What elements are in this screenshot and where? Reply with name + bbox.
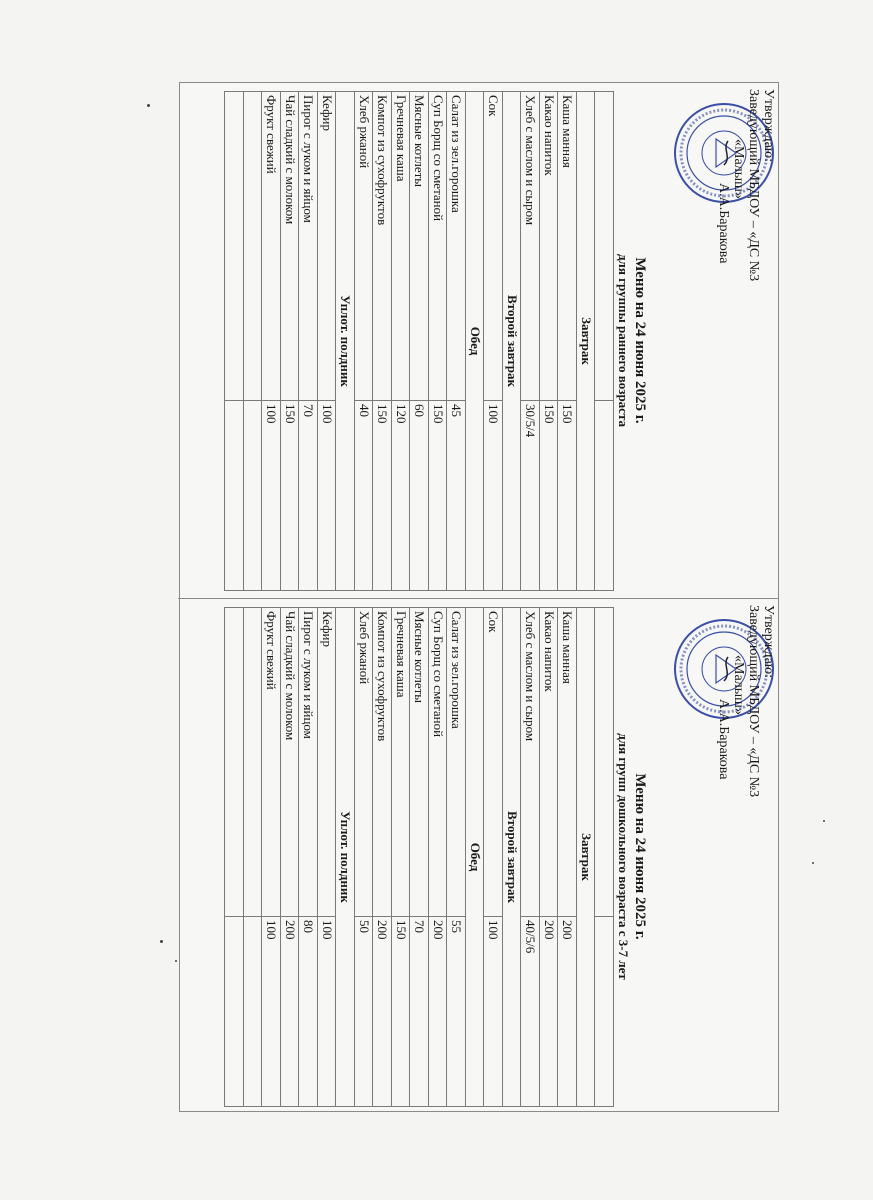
approval-position: Заведующий МБДОУ – «ДС №3: [746, 89, 761, 282]
approval-label: Утверждаю:: [761, 89, 776, 163]
section-title: Уплот. полдник: [336, 92, 355, 591]
table-row: [447, 92, 466, 591]
table-row: [447, 608, 466, 1107]
table-row: [244, 608, 263, 1107]
menu-table: [225, 91, 615, 591]
scan-speck: [812, 862, 814, 864]
dish-name: Фрукт свежий: [262, 608, 281, 917]
dish-portion: 150: [540, 400, 559, 590]
dish-portion: 30/5/4: [521, 400, 540, 590]
dish-portion: 200: [373, 916, 392, 1106]
scan-speck: [147, 104, 150, 107]
dish-name: Какао напиток: [540, 608, 559, 917]
dish-name: Хлеб ржаной: [355, 608, 374, 917]
section-row: [466, 608, 485, 1107]
table-cell: [244, 916, 263, 1106]
dish-portion: 150: [392, 916, 411, 1106]
dish-name: Чай сладкий с молоком: [281, 92, 300, 401]
table-row: [595, 92, 614, 591]
dish-portion: 45: [447, 400, 466, 590]
dish-portion: 40: [355, 400, 374, 590]
table-row: [225, 92, 244, 591]
table-row: [281, 608, 300, 1107]
dish-name: Мясные котлеты: [410, 92, 429, 401]
section-title: Обед: [466, 92, 485, 591]
table-row: [410, 92, 429, 591]
approval-position: Заведующий МБДОУ – «ДС №3: [746, 605, 761, 798]
table-row: [225, 608, 244, 1107]
dish-portion: 120: [392, 400, 411, 590]
table-row: [521, 92, 540, 591]
table-row: [299, 608, 318, 1107]
approval-institution: «Малыш»: [731, 139, 746, 199]
section-row: [503, 608, 522, 1107]
section-row: [336, 92, 355, 591]
section-row: [466, 92, 485, 591]
dish-name: Гречневая каша: [392, 92, 411, 401]
section-title: Обед: [466, 608, 485, 1107]
approval-signatory: А.А.Баракова: [716, 183, 731, 264]
dish-portion: 55: [447, 916, 466, 1106]
table-row: [392, 92, 411, 591]
dish-name: Сок: [484, 608, 503, 917]
dish-name: Гречневая каша: [392, 608, 411, 917]
section-title: Завтрак: [577, 608, 596, 1107]
dish-name: Салат из зел.горошка: [447, 608, 466, 917]
dish-name: Компот из сухофруктов: [373, 92, 392, 401]
dish-name: Каша манная: [558, 608, 577, 917]
table-row: [595, 608, 614, 1107]
menu-title: Меню на 24 июня 2025 г.: [632, 773, 648, 940]
section-title: Уплот. полдник: [336, 608, 355, 1107]
table-row: [262, 608, 281, 1107]
section-row: [336, 608, 355, 1107]
dish-name: Кефир: [318, 608, 337, 917]
table-cell: [244, 400, 263, 590]
dish-name: Салат из зел.горошка: [447, 92, 466, 401]
table-cell: [225, 92, 244, 401]
dish-name: Пирог с луком и яйцом: [299, 608, 318, 917]
table-cell: [225, 608, 244, 917]
table-row: [410, 608, 429, 1107]
table-row: [540, 608, 559, 1107]
dish-portion: 80: [299, 916, 318, 1106]
dish-portion: 150: [373, 400, 392, 590]
section-title: Второй завтрак: [503, 608, 522, 1107]
sheet-frame: [179, 82, 779, 1112]
section-row: [577, 92, 596, 591]
dish-name: Чай сладкий с молоком: [281, 608, 300, 917]
dish-portion: 100: [484, 916, 503, 1106]
dish-portion: 200: [429, 916, 448, 1106]
dish-portion: 200: [281, 916, 300, 1106]
dish-portion: 150: [281, 400, 300, 590]
dish-name: Суп Борщ со сметаной: [429, 92, 448, 401]
dish-portion: 50: [355, 916, 374, 1106]
dish-portion: 100: [262, 916, 281, 1106]
dish-name: Мясные котлеты: [410, 608, 429, 917]
table-cell: [244, 608, 263, 917]
dish-name: Суп Борщ со сметаной: [429, 608, 448, 917]
table-cell: [595, 916, 614, 1106]
table-row: [299, 92, 318, 591]
table-cell: [595, 608, 614, 917]
dish-portion: 200: [558, 916, 577, 1106]
dish-portion: 100: [318, 916, 337, 1106]
menu-table: [225, 607, 615, 1107]
table-row: [244, 92, 263, 591]
dish-name: Хлеб с маслом и сыром: [521, 608, 540, 917]
dish-name: Хлеб с маслом и сыром: [521, 92, 540, 401]
table-row: [355, 608, 374, 1107]
dish-name: Фрукт свежий: [262, 92, 281, 401]
section-title: Завтрак: [577, 92, 596, 591]
table-row: [429, 92, 448, 591]
dish-portion: 60: [410, 400, 429, 590]
dish-portion: 200: [540, 916, 559, 1106]
dish-portion: 70: [299, 400, 318, 590]
menu-panel-early-age: [178, 83, 778, 598]
menu-subtitle: для группы раннего возраста: [616, 253, 631, 427]
section-title: Второй завтрак: [503, 92, 522, 591]
approval-label: Утверждаю:: [761, 605, 776, 679]
table-row: [318, 92, 337, 591]
table-row: [558, 92, 577, 591]
dish-name: Кефир: [318, 92, 337, 401]
dish-portion: 150: [429, 400, 448, 590]
table-row: [540, 92, 559, 591]
approval-institution: «Малыш»: [731, 655, 746, 715]
menu-panel-preschool: [178, 598, 778, 1113]
scan-speck: [160, 940, 163, 943]
table-row: [484, 92, 503, 591]
section-row: [577, 608, 596, 1107]
table-row: [262, 92, 281, 591]
table-row: [355, 92, 374, 591]
table-cell: [595, 92, 614, 401]
table-cell: [244, 92, 263, 401]
table-row: [558, 608, 577, 1107]
table-row: [392, 608, 411, 1107]
table-row: [521, 608, 540, 1107]
dish-name: Пирог с луком и яйцом: [299, 92, 318, 401]
table-row: [429, 608, 448, 1107]
dish-portion: 100: [484, 400, 503, 590]
dish-name: Компот из сухофруктов: [373, 608, 392, 917]
menu-title: Меню на 24 июня 2025 г.: [632, 257, 648, 424]
scan-speck: [175, 960, 177, 962]
dish-portion: 100: [318, 400, 337, 590]
dish-name: Сок: [484, 92, 503, 401]
table-cell: [225, 916, 244, 1106]
section-row: [503, 92, 522, 591]
dish-name: Какао напиток: [540, 92, 559, 401]
table-row: [373, 608, 392, 1107]
table-row: [318, 608, 337, 1107]
dish-portion: 100: [262, 400, 281, 590]
menu-sheet: [179, 82, 779, 1112]
table-row: [484, 608, 503, 1107]
dish-portion: 40/5/6: [521, 916, 540, 1106]
dish-name: Каша манная: [558, 92, 577, 401]
scan-speck: [823, 820, 825, 822]
approval-signatory: А.А.Баракова: [716, 699, 731, 780]
table-row: [373, 92, 392, 591]
dish-portion: 70: [410, 916, 429, 1106]
table-row: [281, 92, 300, 591]
table-cell: [595, 400, 614, 590]
menu-subtitle: для групп дошкольного возраста с 3-7 лет: [616, 733, 631, 980]
dish-portion: 150: [558, 400, 577, 590]
dish-name: Хлеб ржаной: [355, 92, 374, 401]
table-cell: [225, 400, 244, 590]
